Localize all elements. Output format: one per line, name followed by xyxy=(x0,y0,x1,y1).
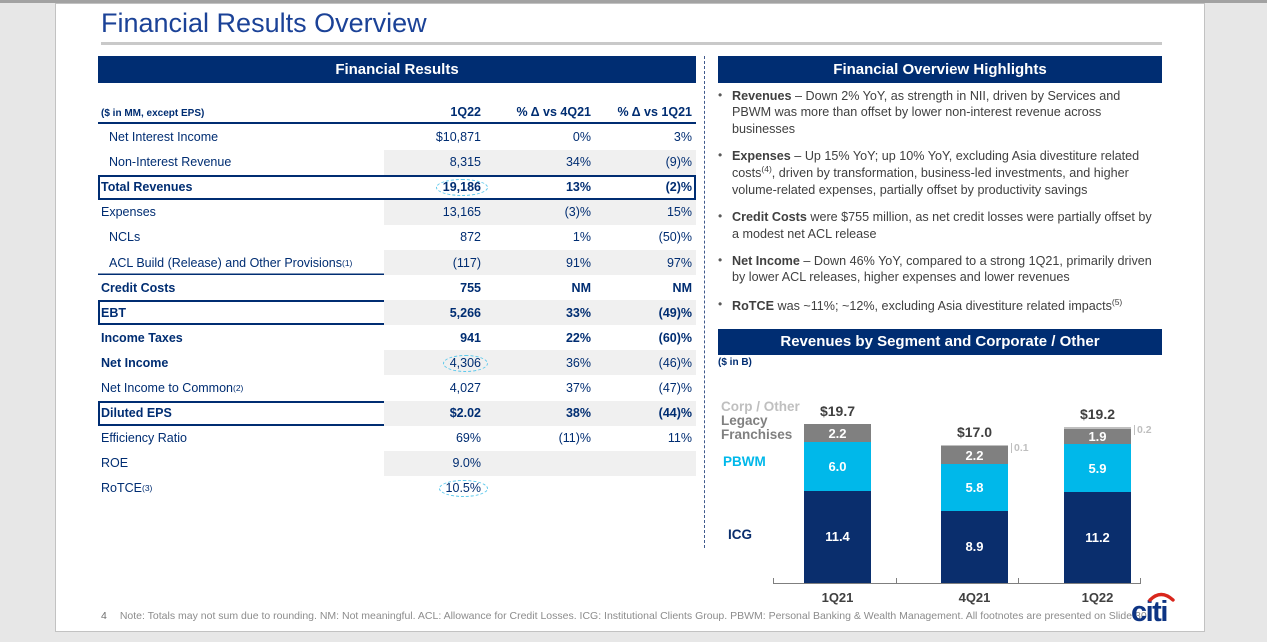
bullet-dot-icon: • xyxy=(718,148,723,163)
row-values xyxy=(384,225,696,250)
row-value: (47)% xyxy=(658,380,692,395)
bar-segment-pbwm: 6.0 xyxy=(804,442,871,491)
row-value: (60)% xyxy=(658,330,692,345)
row-value xyxy=(384,481,481,495)
row-value: $2.02 xyxy=(449,406,481,421)
table-row xyxy=(98,125,696,150)
footnote-marker: (1) xyxy=(341,257,353,268)
row-values xyxy=(384,300,696,325)
table-row xyxy=(98,451,696,476)
bar-segment-legacy-franchises: 2.2 xyxy=(804,424,871,442)
page-number: 4 xyxy=(101,610,107,622)
citi-logo xyxy=(1130,588,1188,635)
row-value: 36% xyxy=(565,355,591,370)
x-axis-tick xyxy=(1140,578,1141,584)
corp-other-label: 0.1 xyxy=(1011,443,1029,453)
bullet-text: Net Income – Down 46% YoY, compared to a strong 1Q21, primarily driven by lower ACL releases, higher expenses and lower revenues xyxy=(732,254,1152,285)
row-label: Income Taxes xyxy=(101,330,183,345)
legend-icg: ICG xyxy=(728,527,753,542)
row-label: Non-Interest Revenue xyxy=(109,155,232,170)
table-row xyxy=(98,426,696,451)
table-row xyxy=(98,200,696,225)
row-value: $10,871 xyxy=(435,130,481,145)
citi-logo-svg xyxy=(1130,588,1188,630)
row-label: ACL Build (Release) and Other Provisions (1) xyxy=(109,255,353,270)
table-row xyxy=(98,150,696,175)
row-value: 872 xyxy=(460,230,481,245)
row-value: 33% xyxy=(565,305,591,320)
chart-header: Revenues by Segment and Corporate / Other xyxy=(718,329,1162,355)
panel-divider xyxy=(704,56,705,548)
row-value: 13% xyxy=(565,180,591,195)
row-value: (117) xyxy=(452,255,481,270)
x-axis-label-1q22: 1Q22 xyxy=(1081,590,1114,605)
row-value: (49)% xyxy=(658,305,692,320)
row-value xyxy=(384,180,481,194)
bar-total-label: $17.0 xyxy=(956,424,993,441)
row-value: 69% xyxy=(455,431,481,446)
row-value: NM xyxy=(571,280,591,295)
row-value xyxy=(384,356,481,370)
bullet-dot-icon: • xyxy=(718,88,723,102)
row-values xyxy=(384,250,696,275)
row-value: 91% xyxy=(565,255,591,270)
row-label: ROE xyxy=(101,456,129,471)
row-value: 9.0% xyxy=(452,456,481,471)
bar-segment-icg: 8.9 xyxy=(941,511,1008,583)
page-title: Financial Results Overview xyxy=(101,8,427,38)
citi-logo-text: citi xyxy=(1131,596,1167,628)
row-value: 5,266 xyxy=(449,305,481,320)
bar-segment-icg: 11.2 xyxy=(1064,492,1131,583)
row-values xyxy=(384,401,696,426)
row-values xyxy=(384,375,696,400)
corp-other-label: 0.2 xyxy=(1134,425,1152,435)
financial-results-header: Financial Results xyxy=(98,56,696,83)
table-row xyxy=(98,350,696,375)
bar-segment-pbwm: 5.9 xyxy=(1064,444,1131,492)
row-value: (50)% xyxy=(658,230,692,245)
footnote-marker: (3) xyxy=(141,483,153,494)
row-value: (11)% xyxy=(558,431,591,446)
highlight-bullet xyxy=(718,88,1162,137)
bar-total-label: $19.2 xyxy=(1079,406,1116,423)
highlight-bullet xyxy=(718,297,1162,315)
table-column-header-row xyxy=(98,90,696,124)
bar-segment-corp-other xyxy=(941,445,1008,446)
row-value: 4,027 xyxy=(449,380,481,395)
legend-legacy-franchises: Legacy Franchises xyxy=(721,413,793,443)
row-value: (44)% xyxy=(658,406,692,421)
row-value: (9)% xyxy=(665,155,692,170)
slide xyxy=(55,3,1205,632)
table-row xyxy=(98,250,696,275)
row-value: 941 xyxy=(460,330,481,345)
row-values xyxy=(384,476,696,501)
row-value: 38% xyxy=(565,406,591,421)
bar-segment-legacy-franchises: 2.2 xyxy=(941,446,1008,464)
highlight-bullet xyxy=(718,209,1162,242)
bar-segment-corp-other xyxy=(1064,427,1131,429)
table-row xyxy=(98,175,696,200)
legend-corp-other: Corp / Other xyxy=(721,399,800,414)
highlight-bullet xyxy=(718,253,1162,286)
bullet-dot-icon: • xyxy=(718,253,723,268)
bullet-dot-icon: • xyxy=(718,209,723,224)
x-axis-tick xyxy=(773,578,774,584)
x-axis-line xyxy=(773,583,1141,584)
x-axis-tick xyxy=(1018,578,1019,584)
bar-segment-legacy-franchises: 1.9 xyxy=(1064,429,1131,444)
bar-segment-pbwm: 5.8 xyxy=(941,464,1008,511)
x-axis-label-4q21: 4Q21 xyxy=(958,590,991,605)
row-value: 1% xyxy=(572,230,591,245)
row-label: Diluted EPS xyxy=(101,406,172,421)
row-label: Total Revenues xyxy=(101,180,193,195)
row-values xyxy=(384,150,696,175)
bullet-text: Revenues – Down 2% YoY, as strength in NII, driven by Services and PBWM was more than offset by lower non-interest revenue across businesses xyxy=(732,89,1121,136)
row-label: NCLs xyxy=(109,230,141,245)
footer xyxy=(101,610,1150,622)
row-label: Net Income to Common (2) xyxy=(101,380,244,395)
row-value: 8,315 xyxy=(449,155,481,170)
bullet-dot-icon: • xyxy=(718,296,723,311)
circled-value: 10.5% xyxy=(439,480,488,497)
row-values xyxy=(384,200,696,225)
row-value: (3)% xyxy=(564,205,591,220)
x-axis-tick xyxy=(896,578,897,584)
row-value: 37% xyxy=(565,380,591,395)
table-row xyxy=(98,375,696,400)
row-label: Expenses xyxy=(101,205,156,220)
footnote-marker: (2) xyxy=(233,382,244,393)
bar-segment-icg: 11.4 xyxy=(804,491,871,583)
bullet-text: RoTCE was ~11%; ~12%, excluding Asia divestiture related impacts$^{(5)}$ xyxy=(732,296,1123,313)
row-value: 97% xyxy=(666,255,692,270)
column-header-vs-4q21: % Δ vs 4Q21 xyxy=(516,105,591,119)
row-value: 15% xyxy=(666,205,692,220)
row-values xyxy=(384,350,696,375)
row-label: Efficiency Ratio xyxy=(101,431,187,446)
row-label: RoTCE (3) xyxy=(101,481,153,496)
x-axis-label-1q21: 1Q21 xyxy=(821,590,854,605)
row-label: EBT xyxy=(101,305,126,320)
column-header-1q22: 1Q22 xyxy=(450,105,481,119)
table-row xyxy=(98,325,696,350)
row-value: 13,165 xyxy=(442,205,481,220)
row-label: Credit Costs xyxy=(101,280,176,295)
row-values xyxy=(384,426,696,451)
row-values xyxy=(384,451,696,476)
row-value: 3% xyxy=(673,130,692,145)
row-label: Net Interest Income xyxy=(109,130,219,145)
highlights-list xyxy=(718,88,1162,325)
row-value: (2)% xyxy=(665,180,692,195)
row-value: NM xyxy=(672,280,692,295)
table-row xyxy=(98,275,696,300)
row-values xyxy=(384,275,696,300)
highlights-header: Financial Overview Highlights xyxy=(718,56,1162,83)
row-values xyxy=(384,175,696,200)
legend-pbwm: PBWM xyxy=(723,454,766,469)
row-values xyxy=(384,125,696,150)
column-header-vs-1q21: % Δ vs 1Q21 xyxy=(617,105,692,119)
circled-value: 19,186 xyxy=(436,179,488,196)
row-value: 755 xyxy=(460,280,481,295)
highlight-bullet xyxy=(718,148,1162,198)
row-value: 0% xyxy=(572,130,591,145)
bullet-text: Credit Costs were $755 million, as net credit losses were partially offset by a modest net ACL release xyxy=(732,210,1152,241)
table-row xyxy=(98,225,696,250)
footnote: Note: Totals may not sum due to rounding. NM: Not meaningful. ACL: Allowance for Credit Losses. ICG: Institutional Clients Group. PBWM: Personal Banking & Wealth Management. All footnotes are presented on Slide 30. xyxy=(119,610,1150,622)
table-row xyxy=(98,401,696,426)
financial-results-table xyxy=(98,125,696,501)
table-row xyxy=(98,476,696,501)
bar-total-label: $19.7 xyxy=(819,403,856,420)
row-label: Net Income xyxy=(101,355,169,370)
row-value: (46)% xyxy=(658,355,692,370)
row-value: 22% xyxy=(565,330,591,345)
row-value: 11% xyxy=(667,431,692,446)
row-values xyxy=(384,325,696,350)
row-value: 34% xyxy=(565,155,591,170)
table-unit-label: ($ in MM, except EPS) xyxy=(101,108,205,119)
table-row xyxy=(98,300,696,325)
chart-unit-label: ($ in B) xyxy=(718,357,752,368)
title-rule xyxy=(101,42,1162,45)
bullet-text: Expenses – Up 15% YoY; up 10% YoY, excluding Asia divestiture related costs$^{(4)}$, driven by transformation, business-led investments, and higher volume-related expenses, partially offset by productivity savings xyxy=(732,149,1140,197)
circled-value: 4,306 xyxy=(443,355,488,372)
